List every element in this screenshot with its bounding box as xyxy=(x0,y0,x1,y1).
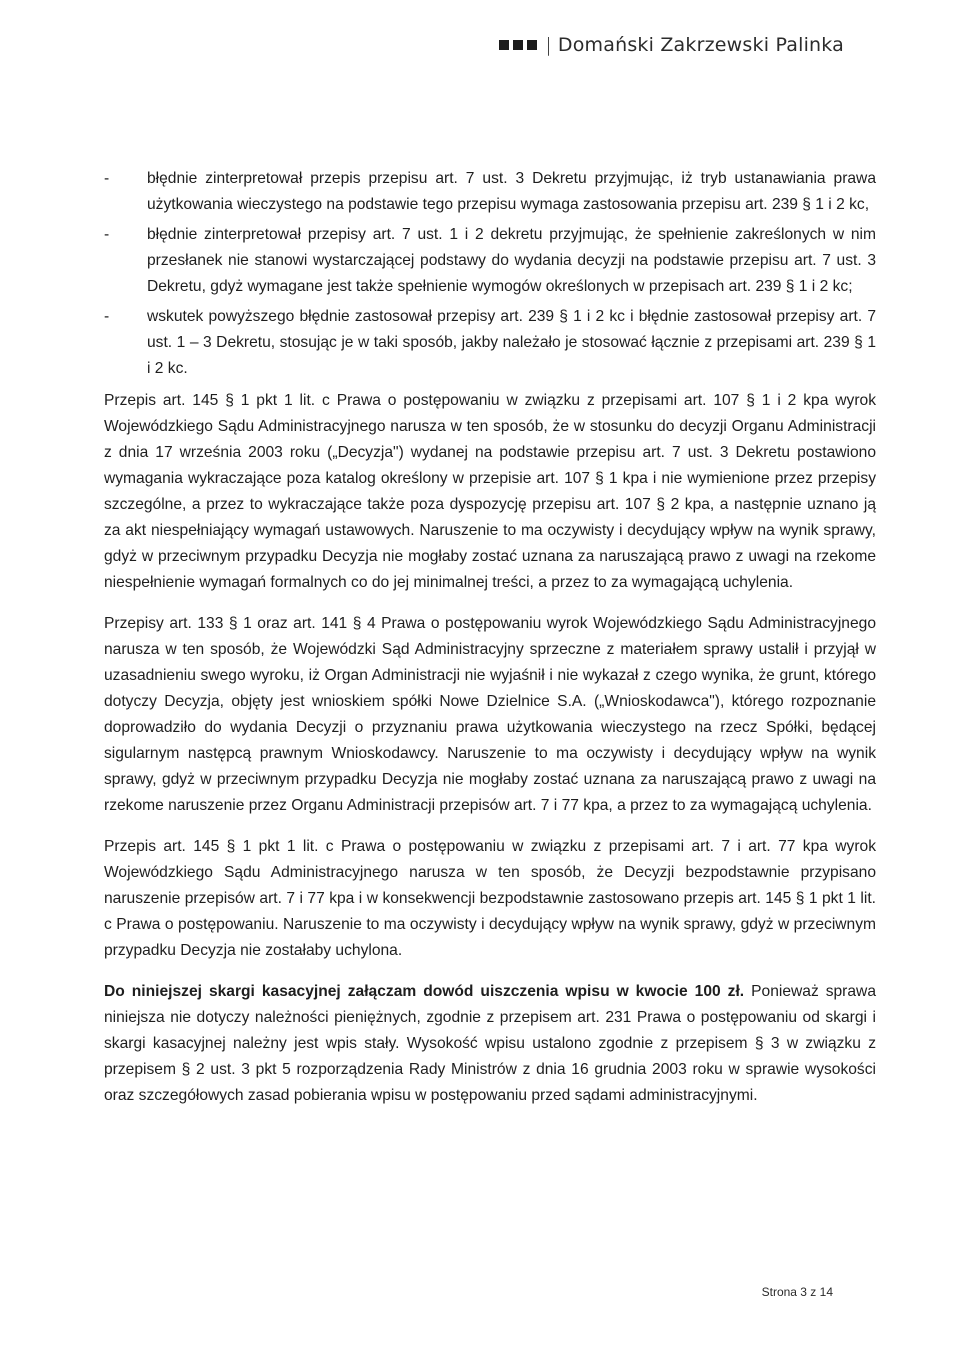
bullet-dash: - xyxy=(104,170,110,187)
bullet-text: wskutek powyższego błędnie zastosował przepisy art. 239 § 1 i 2 kc i błędnie zastosował przepisy art. 7 ust. 1 – 3 Dekretu, stosując je w taki sposób, jakby należało je stosować łącznie z przepisami art. 239 § 1 i 2 kc. xyxy=(147,308,876,377)
fee-bold-lead: Do niniejszej skargi kasacyjnej załączam dowód uiszczenia wpisu w kwocie 100 zł. xyxy=(104,983,745,1000)
firm-name: Domański Zakrzewski Palinka xyxy=(557,34,844,56)
bullet-dash: - xyxy=(104,308,110,325)
bullet-item xyxy=(104,166,876,218)
paragraph-art-145-107: Przepis art. 145 § 1 pkt 1 lit. c Prawa o postępowaniu w związku z przepisami art. 107 § 1 i 2 kpa wyrok Wojewódzkiego Sądu Administracyjnego narusza w ten sposób, że w stosunku do decyzji Organu Administracji z dnia 17 września 2003 roku („Decyzja") wydanej na podstawie przepisu art. 7 ust. 3 Dekretu postawiono wymagania wykraczające poza katalog określony w przepisie art. 107 § 1 kpa i nie wymienione przez przepisy szczególne, a przez to wykraczające także poza dyspozycję przepisu art. 107 § 2 kpa, a następnie uznano ją za akt niespełniający wymagań ustawowych. Naruszenie to ma oczywisty i decydujący wpływ na wynik sprawy, gdyż w przeciwnym przypadku Decyzja nie mogłaby zostać uznana za naruszającą prawo z uwagi na rzekome niespełnienie wymagań formalnych co do jej minimalnej treści, a przez to za wymagającą uchylenia. xyxy=(104,392,876,591)
three-square-logo-icon xyxy=(499,40,537,50)
bullet-item xyxy=(104,222,876,300)
paragraph-art-133-141: Przepisy art. 133 § 1 oraz art. 141 § 4 Prawa o postępowaniu wyrok Wojewódzkiego Sądu Administracyjnego narusza w ten sposób, że Wojewódzki Sąd Administracyjny sprzeczne z materiałem sprawy ustalił i przyjął w uzasadnieniu swego wyroku, iż Organ Administracji nie wyjaśnił i nie wykazał z czego wynika, że grunt, którego dotyczy Decyzja, objęty jest wnioskiem spółki Nowe Dzielnice S.A. („Wnioskodawca"), którego rozpoznanie doprowadziło do wydania Decyzji o przyznaniu prawa użytkowania wieczystego na rzecz Spółki, będącej sigularnym następcą prawnym Wnioskodawcy. Naruszenie to ma oczywisty i decydujący wpływ na wynik sprawy, gdyż w przeciwnym przypadku Decyzja nie mogłaby zostać uznana za naruszającą prawo z uwagi na rzekome naruszenie przez Organu Administracji przepisów art. 7 i 77 kpa, a przez to za wymagającą uchylenia. xyxy=(104,615,876,814)
page-header xyxy=(499,34,844,56)
header-separator: | xyxy=(545,34,552,56)
paragraph-art-145-7-77: Przepis art. 145 § 1 pkt 1 lit. c Prawa o postępowaniu w związku z przepisami art. 7 i art. 77 kpa wyrok Wojewódzkiego Sądu Administracyjnego narusza w ten sposób, że Decyzji bezpodstawnie przypisano naruszenie przepisów art. 7 i 77 kpa i w konsekwencji bezpodstawnie zastosowano przepis art. 145 § 1 pkt 1 lit. c Prawa o postępowaniu. Naruszenie to ma oczywisty i decydujący wpływ na wynik sprawy, gdyż w przeciwnym przypadku Decyzja nie zostałaby uchylona. xyxy=(104,838,876,959)
fee-text: Ponieważ sprawa niniejsza nie dotyczy należności pieniężnych, zgodnie z przepisem art. 231 Prawa o postępowaniu od skargi i skargi kasacyjnej należny jest wpis stały. Wysokość wpisu ustalono zgodnie z przepisem § 3 w związku z przepisem § 2 ust. 3 pkt 5 rozporządzenia Rady Ministrów z dnia 16 grudnia 2003 roku w sprawie wysokości oraz szczegółowych zasad pobierania wpisu w postępowaniu przed sądami administracyjnymi. xyxy=(104,983,876,1104)
paragraph-fee xyxy=(104,979,876,1109)
bullet-dash: - xyxy=(104,226,110,243)
bullet-item xyxy=(104,304,876,382)
bullet-text: błędnie zinterpretował przepis przepisu art. 7 ust. 3 Dekretu przyjmując, iż tryb ustanawiania prawa użytkowania wieczystego na podstawie tego przepisu wymaga zastosowania przepisu art. 239 § 1 i 2 kc, xyxy=(147,170,876,213)
bullet-text: błędnie zinterpretował przepisy art. 7 ust. 1 i 2 dekretu przyjmując, że spełnienie zakreślonych w nim przesłanek nie stanowi wystarczającej podstawy do wydania decyzji na podstawie przepisu art. 7 ust. 3 Dekretu, gdyż wymagane jest także spełnienie wymogów określonych w przepisach art. 239 § 1 i 2 kc; xyxy=(147,226,876,295)
page-number: Strona 3 z 14 xyxy=(761,1285,833,1299)
document-body xyxy=(104,166,876,1124)
